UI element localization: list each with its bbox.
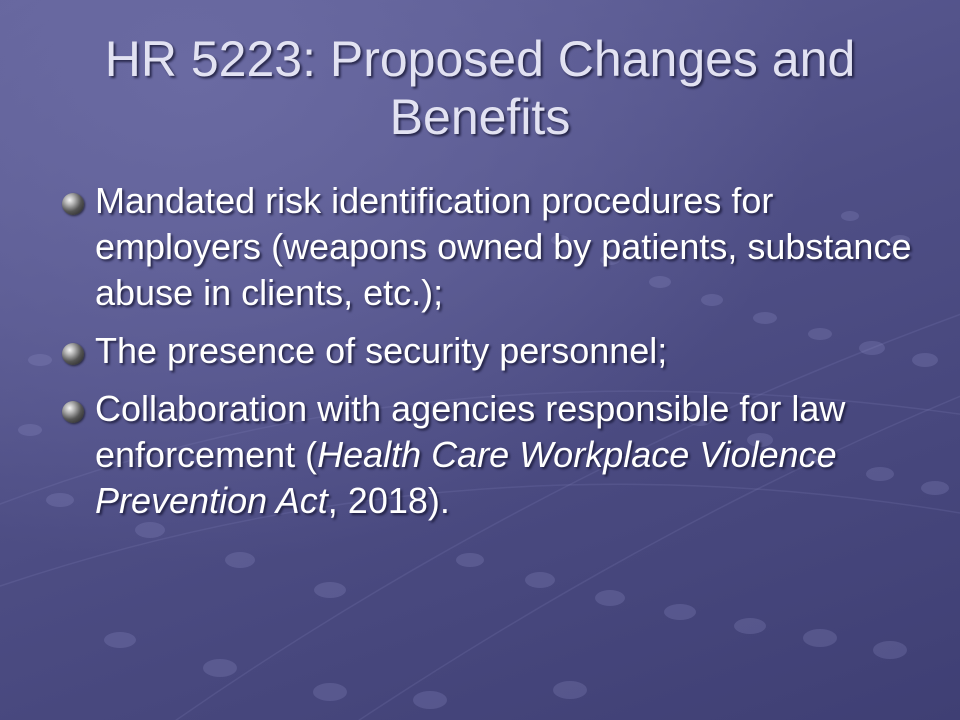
bullet-text: Mandated risk identification procedures for employers (weapons owned by patients, substance abuse in clients, etc.);	[95, 180, 912, 313]
bullet-item-risk-identification	[62, 178, 922, 316]
bullet-item-security-personnel	[62, 328, 922, 374]
sphere-bullet-icon	[62, 193, 84, 215]
bullet-item-law-enforcement	[62, 386, 922, 524]
bullet-text: The presence of security personnel;	[95, 330, 668, 371]
bullet-text-before: Collaboration with agencies responsible for law enforcement (	[95, 388, 846, 475]
bullet-text-after: , 2018).	[327, 480, 450, 521]
slide-title: HR 5223: Proposed Changes and Benefits	[104, 31, 856, 145]
sphere-bullet-icon	[62, 401, 84, 423]
act-name: Health Care Workplace Violence Prevention Act	[95, 434, 837, 521]
bullet-list	[62, 178, 922, 536]
sphere-bullet-icon	[62, 343, 84, 365]
